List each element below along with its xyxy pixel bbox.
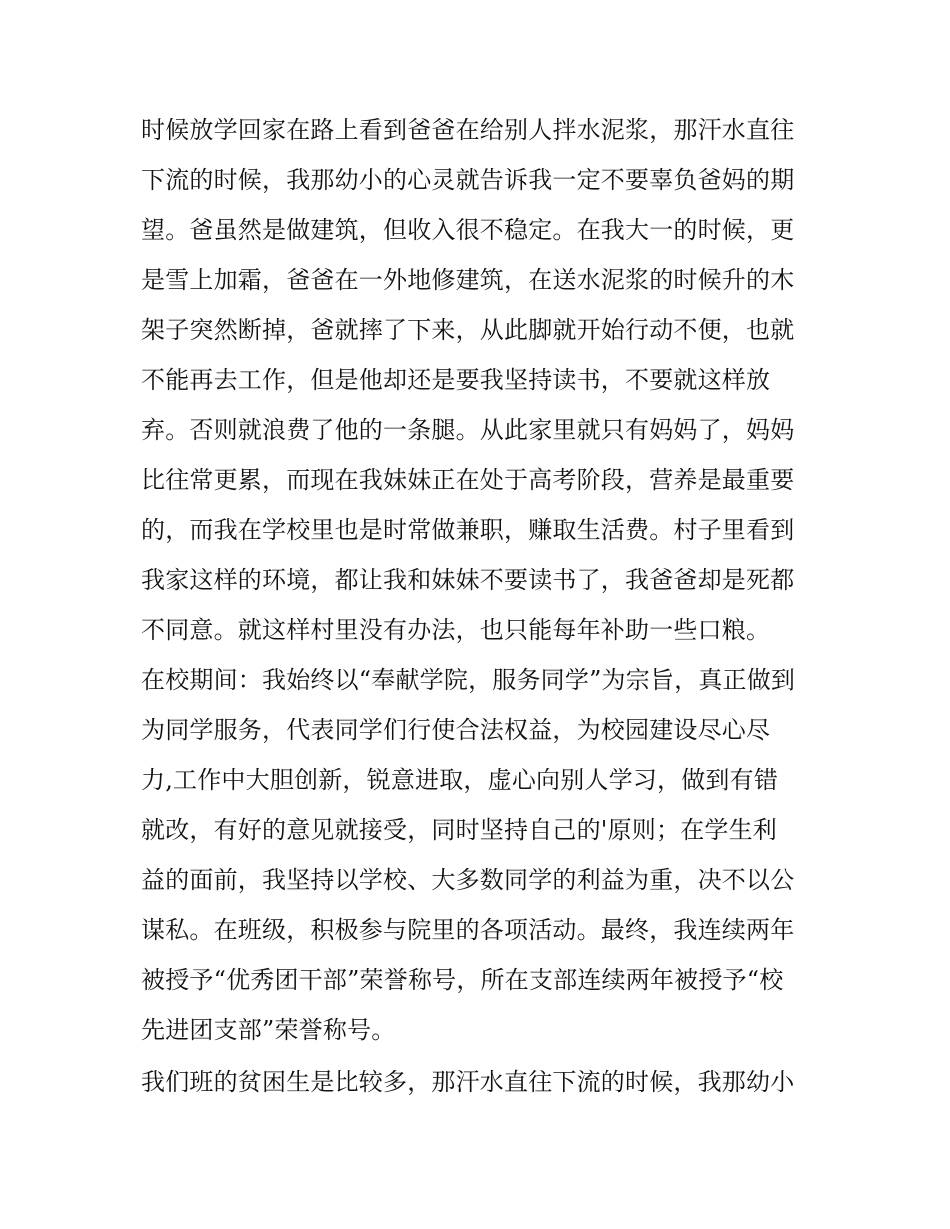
text-line: 力,工作中大胆创新，锐意进取，虚心向别人学习，做到有错 bbox=[141, 766, 779, 794]
text-line: 弃。否则就浪费了他的一条腿。从此家里就只有妈妈了，妈妈 bbox=[141, 416, 795, 444]
text-line: 时候放学回家在路上看到爸爸在给别人拌水泥浆，那汗水直往 bbox=[141, 116, 795, 144]
text-line: 的，而我在学校里也是时常做兼职，赚取生活费。村子里看到 bbox=[141, 516, 795, 544]
text-line: 就改，有好的意见就接受，同时坚持自己的'原则；在学生利 bbox=[141, 816, 777, 844]
text-line: 谋私。在班级，积极参与院里的各项活动。最终，我连续两年 bbox=[141, 916, 795, 944]
text-line: 不同意。就这样村里没有办法，也只能每年补助一些口粮。 bbox=[141, 616, 771, 644]
text-line: 望。爸虽然是做建筑，但收入很不稳定。在我大一的时候，更 bbox=[141, 216, 795, 244]
text-line: 下流的时候，我那幼小的心灵就告诉我一定不要辜负爸妈的期 bbox=[141, 166, 795, 194]
text-line: 益的面前，我坚持以学校、大多数同学的利益为重，决不以公 bbox=[141, 866, 795, 894]
text-line: 被授予“优秀团干部”荣誉称号，所在支部连续两年被授予“校 bbox=[141, 966, 784, 994]
text-line: 架子突然断掉，爸就摔了下来，从此脚就开始行动不便，也就 bbox=[141, 316, 795, 344]
text-line: 比往常更累，而现在我妹妹正在处于高考阶段，营养是最重要 bbox=[141, 466, 795, 494]
text-line: 是雪上加霜，爸爸在一外地修建筑，在送水泥浆的时候升的木 bbox=[141, 266, 795, 294]
text-line: 我家这样的环境，都让我和妹妹不要读书了，我爸爸却是死都 bbox=[141, 566, 795, 594]
text-line: 不能再去工作，但是他却还是要我坚持读书，不要就这样放 bbox=[141, 366, 771, 394]
text-line: 我们班的贫困生是比较多，那汗水直往下流的时候，我那幼小 bbox=[141, 1068, 795, 1096]
text-line: 先进团支部”荣誉称号。 bbox=[141, 1016, 396, 1044]
text-line: 在校期间：我始终以“奉献学院，服务同学”为宗旨，真正做到 bbox=[141, 666, 796, 694]
text-line: 为同学服务，代表同学们行使合法权益，为校园建设尽心尽 bbox=[141, 716, 771, 744]
